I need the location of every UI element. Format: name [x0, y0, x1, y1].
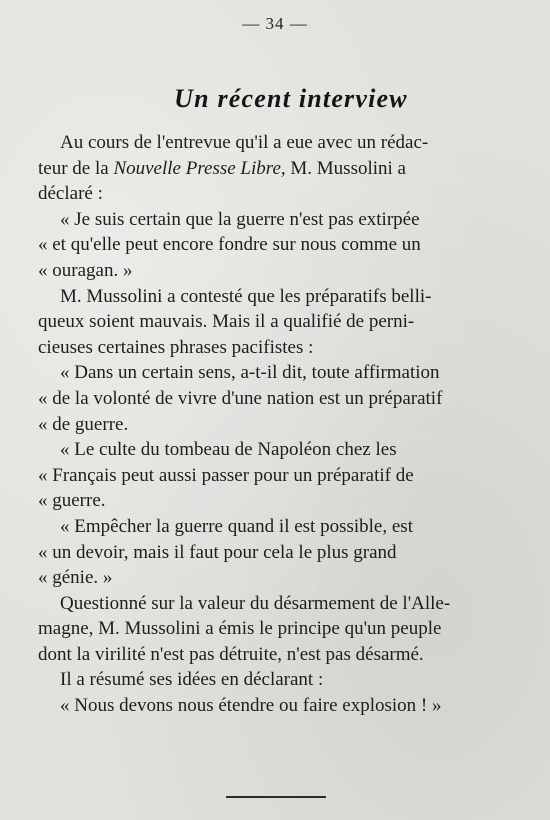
text-line	[38, 386, 530, 412]
text-line	[38, 181, 530, 207]
text-line-content: « Nous devons nous étendre ou faire explosion ! »	[60, 695, 442, 717]
text-line-content: magne, M. Mussolini a émis le principe qu'un peuple	[38, 618, 442, 640]
paragraph	[38, 360, 530, 437]
text-line	[38, 463, 530, 489]
text-line-content: cieuses certaines phrases pacifistes :	[38, 336, 314, 358]
text-line	[38, 258, 530, 284]
text-line-content: « Dans un certain sens, a-t-il dit, toute affirmation	[60, 362, 440, 384]
text-line-content: Questionné sur la valeur du désarmement de l'Alle-	[60, 592, 451, 614]
end-rule	[226, 796, 326, 798]
text-line-content: « et qu'elle peut encore fondre sur nous comme un	[38, 234, 421, 256]
text-line	[38, 284, 530, 310]
text-line-content: teur de la	[38, 157, 114, 179]
text-line-content: déclaré :	[38, 183, 103, 205]
text-line-content: « ouragan. »	[38, 259, 133, 281]
text-line	[38, 591, 530, 617]
text-line	[38, 412, 530, 438]
text-line-content: dont la virilité n'est pas détruite, n'est pas désarmé.	[38, 643, 424, 665]
text-line-content: Au cours de l'entrevue qu'il a eue avec un rédac-	[60, 132, 429, 153]
text-line-content: « de la volonté de vivre d'une nation est un préparatif	[38, 387, 443, 409]
text-line-content: « Empêcher la guerre quand il est possible, est	[60, 515, 413, 537]
text-line-content: « Le culte du tombeau de Napoléon chez les	[60, 439, 397, 461]
text-line	[38, 156, 530, 182]
text-line	[38, 693, 530, 719]
text-line	[38, 514, 530, 540]
paragraph	[38, 437, 530, 514]
text-line-content: « un devoir, mais il faut pour cela le plus grand	[38, 541, 397, 563]
text-line	[38, 565, 530, 591]
text-line	[38, 309, 530, 335]
text-line-content: « guerre.	[38, 490, 106, 512]
text-line	[38, 207, 530, 233]
text-line-tail: , M. Mussolini a	[280, 157, 406, 179]
text-line	[38, 232, 530, 258]
text-line	[38, 616, 530, 642]
paragraph	[38, 514, 530, 591]
paragraph	[38, 284, 530, 361]
text-line	[38, 437, 530, 463]
text-line	[38, 540, 530, 566]
article-title: Un récent interview	[174, 84, 408, 113]
paragraph	[38, 130, 530, 207]
paragraph	[38, 667, 530, 718]
text-line-content: « Je suis certain que la guerre n'est pas extirpée	[60, 208, 420, 230]
text-line	[38, 488, 530, 514]
paragraph	[38, 207, 530, 284]
text-line-content: « génie. »	[38, 567, 113, 589]
text-line	[38, 642, 530, 668]
text-line-content: « Français peut aussi passer pour un préparatif de	[38, 464, 414, 486]
text-line-content: M. Mussolini a contesté que les préparatifs belli-	[60, 285, 432, 307]
text-line-content: « de guerre.	[38, 413, 129, 435]
text-line-content: queux soient mauvais. Mais il a qualifié de perni-	[38, 311, 415, 333]
text-line	[38, 360, 530, 386]
text-line	[38, 130, 530, 156]
article-body	[38, 130, 530, 719]
text-line	[38, 667, 530, 693]
publication-name: Nouvelle Presse Libre	[113, 157, 281, 179]
text-line	[38, 335, 530, 361]
text-line-content: Il a résumé ses idées en déclarant :	[60, 669, 324, 691]
page-number: — 34 —	[242, 14, 308, 33]
paragraph	[38, 591, 530, 668]
